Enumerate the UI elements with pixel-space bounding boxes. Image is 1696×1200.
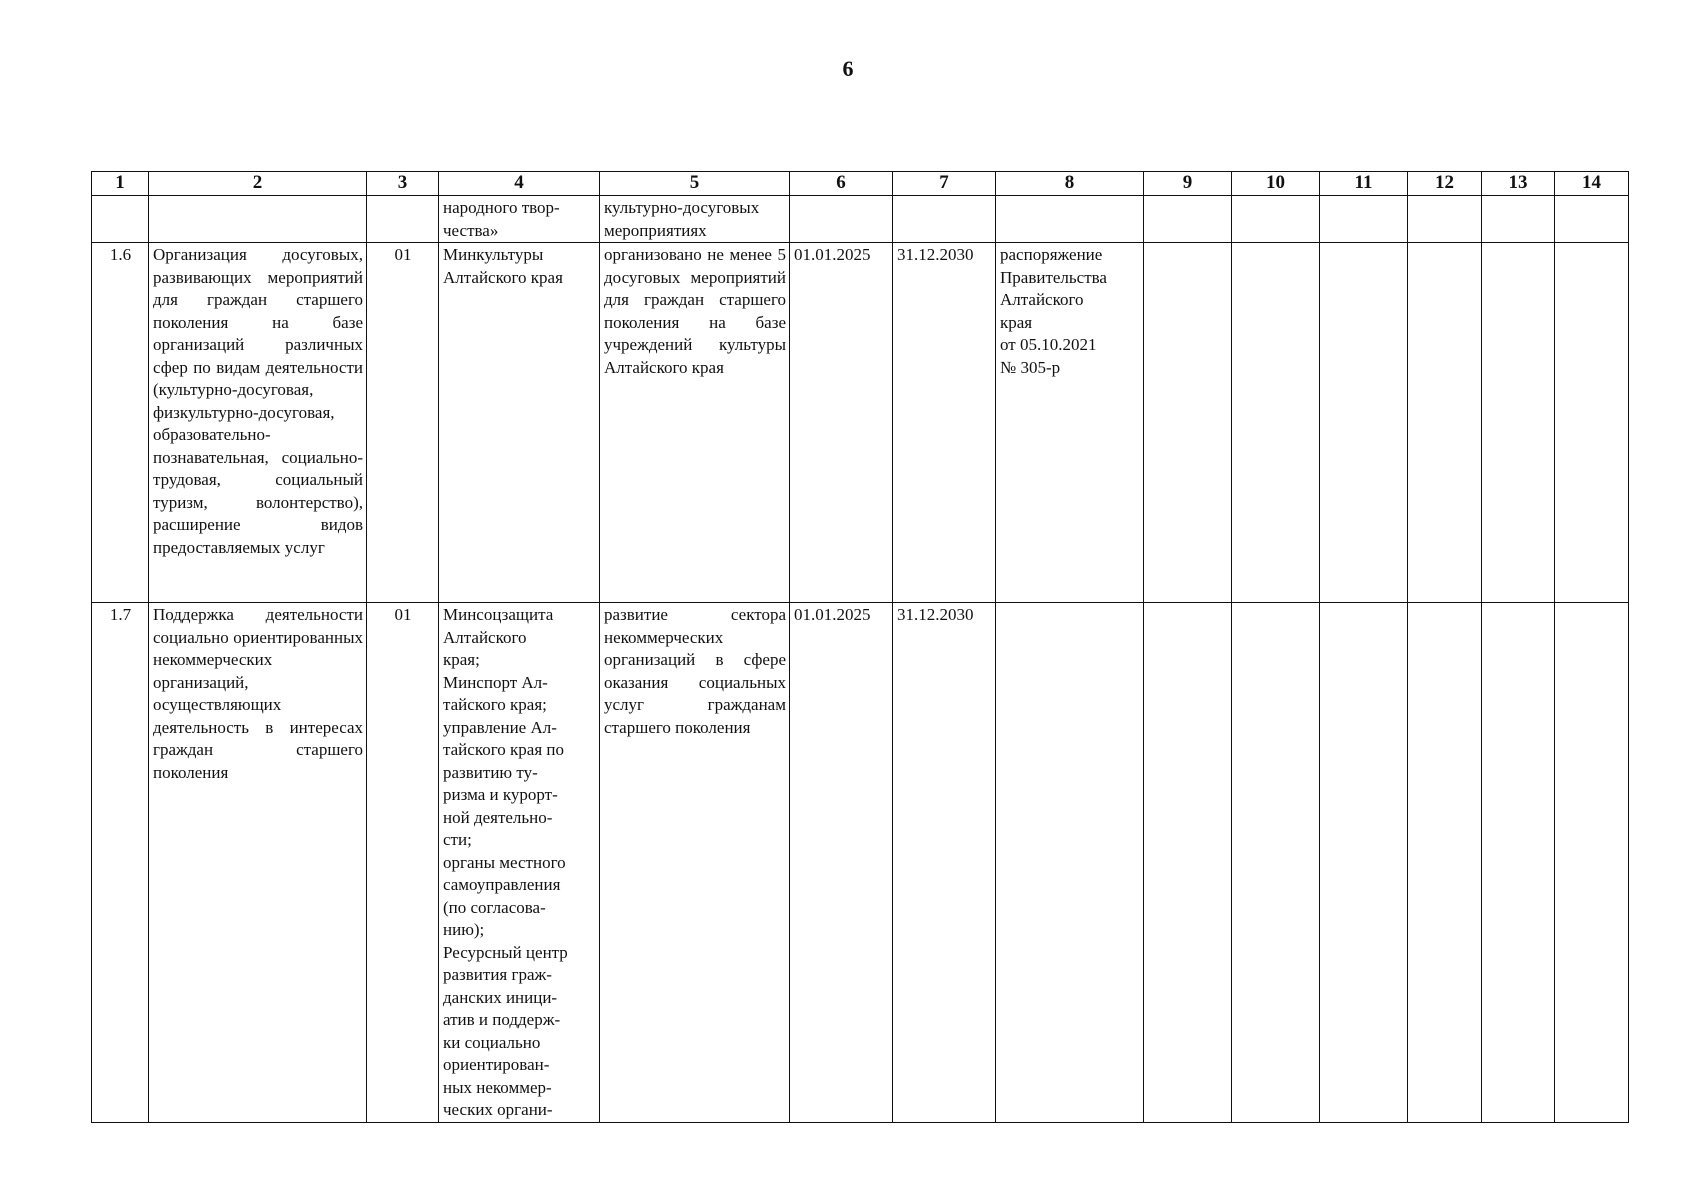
cell — [1482, 196, 1555, 243]
cell — [996, 196, 1144, 243]
cell — [893, 196, 996, 243]
cell — [790, 196, 893, 243]
cell — [1320, 603, 1408, 1123]
item-number-cell: 1.7 — [92, 603, 149, 1123]
action-plan-table — [91, 171, 1629, 1123]
code-cell: 01 — [367, 603, 439, 1123]
activity-cell: Поддержка деятельности социально ориентированных некоммерческих организаций, осуществляющих деятельность в интересах граждан старшего поколения — [149, 603, 367, 1123]
cell — [1320, 243, 1408, 603]
continuation-row — [92, 196, 1629, 243]
cell — [1320, 196, 1408, 243]
table-row — [92, 603, 1629, 1123]
cell — [1555, 243, 1629, 603]
column-header: 14 — [1555, 172, 1629, 196]
end-date-cell: 31.12.2030 — [893, 243, 996, 603]
document-cell: распоряжение Правительства Алтайского края от 05.10.2021 № 305-р — [996, 243, 1144, 603]
responsible-cell: народного твор- чества» — [439, 196, 600, 243]
responsible-cell: Минсоцзащита Алтайского края; Минспорт Ал- тайского края; управление Ал- тайского края по развитию ту- ризма и курорт- ной деятельно- сти; органы местного самоуправления (по согласова- нию); Ресурсный центр развития граж- данских иници- атив и поддерж- ки социально ориентирован- ных некоммер- ческих органи- — [439, 603, 600, 1123]
column-header: 12 — [1408, 172, 1482, 196]
column-header: 2 — [149, 172, 367, 196]
cell — [1144, 603, 1232, 1123]
column-header: 11 — [1320, 172, 1408, 196]
cell — [1232, 196, 1320, 243]
column-header: 8 — [996, 172, 1144, 196]
start-date-cell: 01.01.2025 — [790, 243, 893, 603]
page-number: 6 — [842, 56, 854, 81]
responsible-cell: Минкультуры Алтайского края — [439, 243, 600, 603]
item-number-cell: 1.6 — [92, 243, 149, 603]
cell — [1482, 603, 1555, 1123]
cell — [1232, 243, 1320, 603]
result-cell: организовано не менее 5 досуговых мероприятий для граждан старшего поколения на базе учреждений культуры Алтайского края — [600, 243, 790, 603]
cell — [1408, 243, 1482, 603]
result-cell: развитие сектора некоммерческих организаций в сфере оказания социальных услуг гражданам старшего поколения — [600, 603, 790, 1123]
cell — [367, 196, 439, 243]
cell — [1555, 603, 1629, 1123]
cell — [92, 196, 149, 243]
document-cell — [996, 603, 1144, 1123]
column-header: 9 — [1144, 172, 1232, 196]
column-header: 10 — [1232, 172, 1320, 196]
column-header: 1 — [92, 172, 149, 196]
column-header: 5 — [600, 172, 790, 196]
column-header: 4 — [439, 172, 600, 196]
cell — [1408, 603, 1482, 1123]
cell — [1408, 196, 1482, 243]
activity-cell: Организация досуговых, развивающих мероприятий для граждан старшего поколения на базе организаций различных сфер по видам деятельности (культурно-досуговая, физкультурно-досуговая, образовательно-познавательная, социально-трудовая, социальный туризм, волонтерство), расширение видов предоставляемых услуг — [149, 243, 367, 603]
table-row — [92, 243, 1629, 603]
cell — [1144, 196, 1232, 243]
cell — [1555, 196, 1629, 243]
cell — [1232, 603, 1320, 1123]
code-cell: 01 — [367, 243, 439, 603]
result-cell: культурно-досуговых мероприятиях — [600, 196, 790, 243]
column-header: 7 — [893, 172, 996, 196]
cell — [1482, 243, 1555, 603]
column-header: 6 — [790, 172, 893, 196]
column-number-row — [92, 172, 1629, 196]
cell — [149, 196, 367, 243]
column-header: 3 — [367, 172, 439, 196]
column-header: 13 — [1482, 172, 1555, 196]
end-date-cell: 31.12.2030 — [893, 603, 996, 1123]
start-date-cell: 01.01.2025 — [790, 603, 893, 1123]
cell — [1144, 243, 1232, 603]
